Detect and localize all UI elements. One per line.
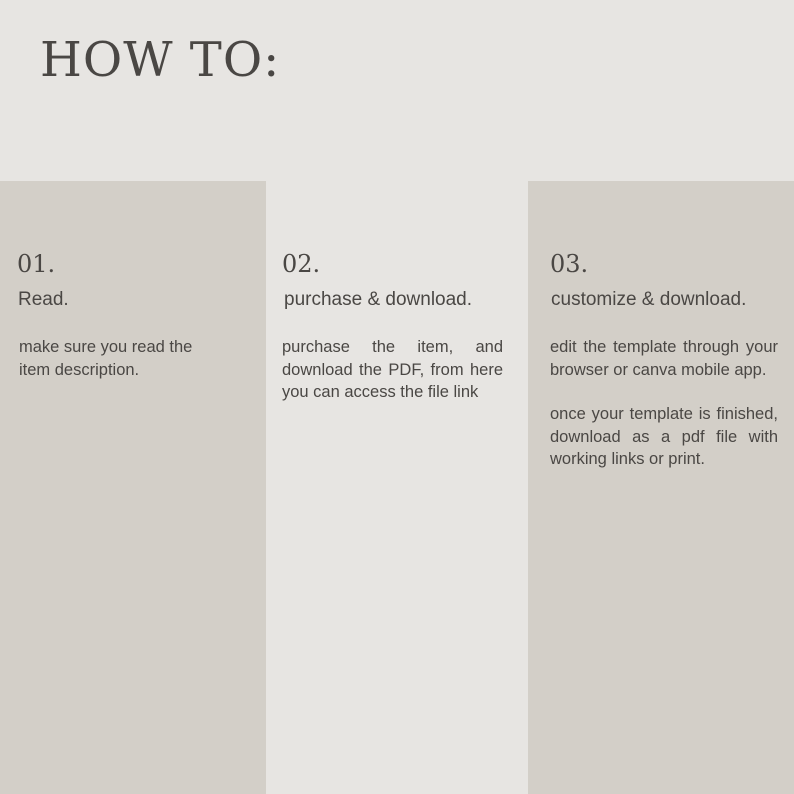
step-description-paragraph: edit the template through your browser or canva mobile app. xyxy=(550,338,778,379)
step-description xyxy=(550,336,778,493)
step-description-paragraph: make sure you read the item description. xyxy=(19,338,193,379)
step-description xyxy=(19,336,219,403)
step-panel-1 xyxy=(0,181,266,794)
step-number: 01. xyxy=(17,250,56,278)
step-heading: purchase & download. xyxy=(284,289,473,310)
step-number: 03. xyxy=(550,250,589,278)
step-heading: Read. xyxy=(18,289,69,310)
page-title: HOW TO: xyxy=(40,32,281,88)
step-description-paragraph: purchase the item, and download the PDF, from here you can access the file link xyxy=(282,338,503,401)
step-panel-3 xyxy=(528,181,794,794)
step-description xyxy=(282,336,503,426)
step-description-paragraph: once your template is finished, download as a pdf file with working links or print. xyxy=(550,405,778,468)
step-number: 02. xyxy=(282,250,321,278)
step-panel-2 xyxy=(266,181,528,794)
step-heading: customize & download. xyxy=(551,289,747,310)
